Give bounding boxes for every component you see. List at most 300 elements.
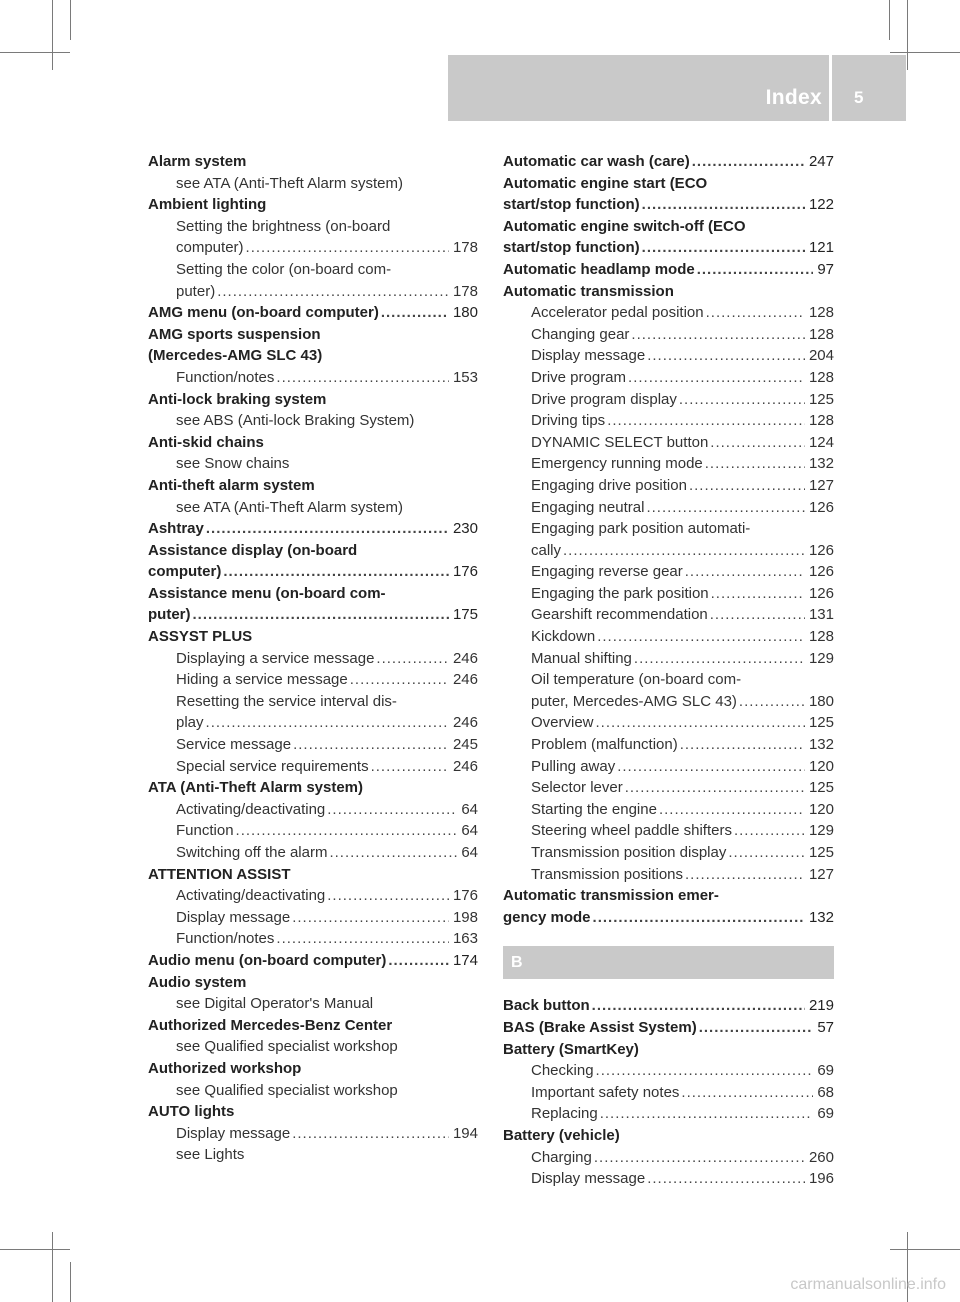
index-subentry[interactable] [503,324,834,346]
page-number: 5 [854,88,864,107]
page-ref[interactable]: 121 [808,239,834,257]
index-subentry[interactable] [503,432,834,454]
dot-leader [739,691,805,713]
page-title: Index [765,86,822,109]
dot-leader [710,604,805,626]
dot-leader [647,345,805,367]
entry-text: Engaging neutral [531,498,645,516]
page-ref[interactable]: 245 [452,736,478,754]
page-ref[interactable]: 247 [808,153,834,170]
entry-text: Automatic engine switch-off (ECO [503,217,746,235]
index-subentry [148,691,478,713]
entry-text: Replacing [531,1105,598,1123]
index-entry[interactable] [503,194,834,216]
entry-text: Kickdown [531,628,596,646]
entry-text: Battery (vehicle) [503,1126,620,1144]
index-entry [148,864,478,886]
index-subentry[interactable] [503,756,834,778]
dot-leader [388,950,449,972]
index-entry [148,777,478,799]
page-ref[interactable]: 124 [808,433,834,451]
header-bar [448,55,906,121]
index-entry [148,1101,478,1123]
page-ref[interactable]: 69 [817,1105,834,1123]
page-ref[interactable]: 64 [461,822,478,840]
entry-text: gency mode [503,908,591,926]
dot-leader [680,734,805,756]
entry-text: Activating/deactivating [176,800,326,818]
index-subentry[interactable] [148,1123,478,1145]
entry-text: Function/notes [176,368,275,386]
page-ref[interactable]: 64 [461,844,478,861]
index-entry[interactable] [503,907,834,929]
entry-text: Display message [531,1170,646,1188]
index-subentry[interactable] [503,1168,834,1190]
page-ref[interactable]: 125 [808,714,834,732]
page-ref[interactable]: 230 [452,520,478,538]
page-ref[interactable]: 57 [817,1018,834,1036]
entry-text: Setting the brightness (on-board [176,217,391,235]
index-subentry[interactable] [503,583,834,605]
entry-text: cally [531,541,562,559]
entry-text: Automatic transmission emer- [503,887,719,905]
entry-text: Service message [176,736,292,754]
index-entry [148,1015,478,1037]
index-subentry [148,216,478,238]
index-subentry[interactable] [148,712,478,734]
dot-leader [685,561,805,583]
dot-leader [594,1147,805,1169]
entry-text: Starting the engine [531,800,657,818]
page-ref[interactable]: 125 [808,390,834,408]
page-ref[interactable]: 153 [452,368,478,386]
index-entry [148,1058,478,1080]
dot-leader [679,389,805,411]
page-ref[interactable]: 128 [808,412,834,430]
index-subentry [148,1080,478,1102]
entry-text: see Qualified specialist workshop [176,1038,398,1056]
index-entry[interactable] [148,950,478,972]
entry-text: AMG sports suspension [148,325,321,343]
dot-leader [592,995,805,1017]
entry-text: Pulling away [531,757,616,775]
page-ref[interactable]: 120 [808,800,834,818]
dot-leader [276,367,449,389]
index-subentry[interactable] [503,777,834,799]
entry-text: see Qualified specialist workshop [176,1081,398,1099]
dot-leader [596,1060,814,1082]
index-subentry[interactable] [503,453,834,475]
index-subentry[interactable] [148,928,478,950]
dot-leader [381,302,449,324]
dot-leader [327,799,457,821]
index-entry[interactable] [503,237,834,259]
entry-text: Resetting the service interval dis- [176,692,397,710]
page-ref[interactable]: 64 [461,800,478,818]
dot-leader [276,928,449,950]
page-ref[interactable]: 176 [452,887,478,905]
index-entry [148,194,478,216]
dot-leader [642,237,805,259]
index-subentry[interactable] [503,302,834,324]
page-ref[interactable]: 129 [808,649,834,667]
entry-text: computer) [176,239,244,257]
entry-text: computer) [148,563,222,581]
page-ref[interactable]: 131 [808,606,834,624]
page-ref[interactable]: 198 [452,908,478,926]
entry-text: Anti-skid chains [148,433,264,451]
entry-text: see ATA (Anti-Theft Alarm system) [176,498,404,516]
crop-mark [52,1232,53,1302]
index-subentry[interactable] [148,842,478,864]
dot-leader [593,907,805,929]
entry-text: ATTENTION ASSIST [148,865,291,883]
crop-mark [70,1262,71,1302]
dot-leader [692,151,805,173]
index-subentry[interactable] [148,907,478,929]
index-entry [503,1125,834,1147]
entry-text: Charging [531,1148,592,1166]
entry-text: Automatic car wash (care) [503,153,690,170]
index-subentry [148,1144,478,1166]
crop-mark [890,52,960,53]
entry-text: Accelerator pedal position [531,304,704,322]
dot-leader [206,518,449,540]
page-ref[interactable]: 68 [817,1083,834,1101]
page-ref[interactable]: 126 [808,563,834,581]
entry-text: puter) [148,606,191,624]
page-ref[interactable]: 163 [452,930,478,948]
entry-text: Engaging reverse gear [531,563,683,581]
entry-text: Special service requirements [176,757,369,775]
index-entry[interactable] [148,518,478,540]
index-entry [503,1039,834,1061]
watermark: carmanualsonline.info [790,1276,946,1293]
page-ref[interactable]: 127 [808,865,834,883]
dot-leader [206,712,449,734]
entry-text: Automatic transmission [503,282,674,300]
dot-leader [697,259,814,281]
dot-leader [193,604,449,626]
page-ref[interactable]: 122 [808,196,834,214]
entry-text: Changing gear [531,325,630,343]
entry-text: AMG menu (on-board computer) [148,304,379,322]
crop-mark [907,0,908,70]
index-entry [148,432,478,454]
index-subentry [148,1036,478,1058]
index-subentry [148,453,478,475]
index-subentry[interactable] [503,842,834,864]
entry-text: Automatic headlamp mode [503,260,695,278]
entry-text: Audio system [148,973,247,991]
page-ref[interactable]: 246 [452,671,478,689]
entry-text: Battery (SmartKey) [503,1040,639,1058]
index-subentry[interactable] [503,367,834,389]
entry-text: Audio menu (on-board computer) [148,951,387,969]
entry-text: Engaging drive position [531,476,687,494]
dot-leader [617,756,805,778]
index-entry [148,345,478,367]
index-entry [503,216,834,238]
entry-text: start/stop function) [503,239,640,257]
page-ref[interactable]: 128 [808,628,834,646]
entry-text: Gearshift recommendation [531,606,708,624]
page-ref[interactable]: 69 [817,1062,834,1080]
dot-leader [327,885,449,907]
dot-leader [634,648,805,670]
index-entry [148,324,478,346]
page-ref[interactable]: 97 [817,260,834,278]
entry-text: Overview [531,714,594,732]
dot-leader [607,410,805,432]
index-subentry [503,669,834,691]
index-entry[interactable] [148,604,478,626]
index-subentry [148,497,478,519]
section-header: B [503,946,834,979]
index-subentry[interactable] [503,475,834,497]
page-ref[interactable]: 194 [452,1124,478,1142]
dot-leader [705,453,805,475]
page-ref[interactable]: 128 [808,304,834,322]
entry-text: ATA (Anti-Theft Alarm system) [148,779,364,797]
page-ref[interactable]: 196 [808,1170,834,1188]
index-subentry[interactable] [503,799,834,821]
page-ref[interactable]: 178 [452,282,478,300]
dot-leader [371,756,449,778]
header-separator [829,55,832,121]
dot-leader [329,842,457,864]
entry-text: Assistance menu (on-board com- [148,584,386,602]
index-subentry[interactable] [148,669,478,691]
dot-leader [600,1103,814,1125]
crop-mark [70,0,71,40]
index-subentry[interactable] [503,1060,834,1082]
index-subentry[interactable] [148,799,478,821]
dot-leader [728,842,805,864]
index-entry[interactable] [148,561,478,583]
entry-text: Display message [531,347,646,365]
dot-leader [350,669,449,691]
index-entry[interactable] [503,1017,834,1039]
dot-leader [596,712,805,734]
index-entry [503,173,834,195]
index-subentry[interactable] [503,345,834,367]
crop-mark [890,1249,960,1250]
page-ref[interactable]: 126 [808,541,834,559]
entry-text: Steering wheel paddle shifters [531,822,732,840]
index-subentry[interactable] [503,561,834,583]
index-subentry[interactable] [503,604,834,626]
page-ref[interactable]: 132 [808,455,834,473]
page-ref[interactable]: 178 [452,239,478,257]
entry-text: Activating/deactivating [176,887,326,905]
index-subentry [148,410,478,432]
index-entry [503,281,834,303]
index-subentry[interactable] [503,648,834,670]
entry-text: DYNAMIC SELECT button [531,433,709,451]
index-entry [148,583,478,605]
dot-leader [246,237,449,259]
page-ref[interactable]: 125 [808,844,834,861]
index-subentry[interactable] [503,410,834,432]
entry-text: Driving tips [531,412,606,430]
entry-text: Oil temperature (on-board com- [531,671,742,689]
page-ref[interactable]: 126 [808,584,834,602]
index-subentry[interactable] [148,756,478,778]
index-subentry[interactable] [503,1147,834,1169]
page-ref[interactable]: 176 [452,563,478,581]
entry-text: Assistance display (on-board [148,541,358,559]
page-ref[interactable]: 126 [808,498,834,516]
index-entry[interactable] [503,259,834,281]
index-subentry[interactable] [503,820,834,842]
index-subentry[interactable] [503,1082,834,1104]
index-subentry[interactable] [503,497,834,519]
entry-text: Ashtray [148,520,204,538]
index-subentry[interactable] [148,281,478,303]
entry-text: Alarm system [148,153,247,170]
dot-leader [642,194,805,216]
index-subentry[interactable] [148,734,478,756]
index-subentry [148,173,478,195]
index-entry [148,540,478,562]
entry-text: Display message [176,1124,291,1142]
dot-leader [597,626,805,648]
index-subentry[interactable] [503,540,834,562]
dot-leader [625,777,805,799]
entry-text: see Digital Operator's Manual [176,995,374,1013]
index-entry [148,151,478,173]
dot-leader [563,540,805,562]
index-subentry[interactable] [148,237,478,259]
index-subentry [148,259,478,281]
dot-leader [646,497,805,519]
entry-text: Transmission positions [531,865,683,883]
page-ref[interactable]: 125 [808,779,834,797]
index-subentry[interactable] [503,864,834,886]
entry-text: see ATA (Anti-Theft Alarm system) [176,174,404,192]
entry-text: see Lights [176,1146,245,1164]
dot-leader [292,1123,449,1145]
entry-text: Function/notes [176,930,275,948]
dot-leader [681,1082,813,1104]
entry-text: Automatic engine start (ECO [503,174,708,192]
index-subentry[interactable] [503,734,834,756]
index-entry [148,626,478,648]
entry-text: Function [176,822,234,840]
entry-text: Setting the color (on-board com- [176,260,392,278]
index-entry [148,475,478,497]
entry-text: Transmission position display [531,844,727,861]
entry-text: Drive program display [531,390,677,408]
entry-text: Manual shifting [531,649,632,667]
dot-leader [710,432,805,454]
dot-leader [293,734,449,756]
index-column-right [503,151,834,1190]
entry-text: Anti-theft alarm system [148,476,315,494]
page-ref[interactable]: 132 [808,736,834,754]
index-subentry[interactable] [148,367,478,389]
dot-leader [699,1017,814,1039]
dot-leader [689,475,805,497]
entry-text: see Snow chains [176,455,290,473]
dot-leader [711,583,805,605]
index-entry[interactable] [503,151,834,173]
entry-text: Displaying a service message [176,649,375,667]
index-subentry[interactable] [503,626,834,648]
entry-text: Emergency running mode [531,455,703,473]
dot-leader [236,820,458,842]
entry-text: play [176,714,204,732]
index-entry [503,885,834,907]
entry-text: Important safety notes [531,1083,680,1101]
index-entry [148,972,478,994]
index-subentry[interactable] [148,885,478,907]
page-ref[interactable]: 132 [808,908,834,926]
page-ref[interactable]: 246 [452,714,478,732]
index-subentry[interactable] [148,648,478,670]
index-subentry[interactable] [503,389,834,411]
index-subentry [148,993,478,1015]
entry-text: Problem (malfunction) [531,736,678,754]
index-subentry[interactable] [503,691,834,713]
page-ref[interactable]: 174 [452,951,478,969]
crop-mark [0,1249,70,1250]
page-ref[interactable]: 180 [808,692,834,710]
entry-text: Selector lever [531,779,623,797]
index-column-left [148,151,478,1166]
entry-text: Engaging the park position [531,584,709,602]
entry-text: Checking [531,1062,594,1080]
entry-text: BAS (Brake Assist System) [503,1018,697,1036]
index-subentry[interactable] [503,1103,834,1125]
entry-text: Back button [503,997,590,1015]
page-ref[interactable]: 219 [808,997,834,1015]
index-entry[interactable] [148,302,478,324]
entry-text: Anti-lock braking system [148,390,327,408]
entry-text: Hiding a service message [176,671,348,689]
page-ref[interactable]: 120 [808,757,834,775]
dot-leader [685,864,805,886]
page-ref[interactable]: 175 [452,606,478,624]
index-subentry [503,518,834,540]
page-ref[interactable]: 129 [808,822,834,840]
page-ref[interactable]: 127 [808,476,834,494]
entry-text: Switching off the alarm [176,844,328,861]
page-ref[interactable]: 260 [808,1148,834,1166]
index-subentry[interactable] [503,712,834,734]
entry-text: Authorized workshop [148,1059,302,1077]
page-ref[interactable]: 128 [808,325,834,343]
dot-leader [706,302,805,324]
entry-text: Display message [176,908,291,926]
entry-text: see ABS (Anti-lock Braking System) [176,412,415,430]
dot-leader [647,1168,805,1190]
index-subentry[interactable] [148,820,478,842]
entry-text: ASSYST PLUS [148,628,253,646]
entry-text: Engaging park position automati- [531,520,751,538]
page-ref[interactable]: 180 [452,304,478,322]
index-entry[interactable] [503,995,834,1017]
dot-leader [734,820,805,842]
entry-text: start/stop function) [503,196,640,214]
page-ref[interactable]: 128 [808,368,834,386]
page-ref[interactable]: 246 [452,757,478,775]
page-ref[interactable]: 204 [808,347,834,365]
page-ref[interactable]: 246 [452,649,478,667]
index-entry [148,389,478,411]
dot-leader [292,907,449,929]
